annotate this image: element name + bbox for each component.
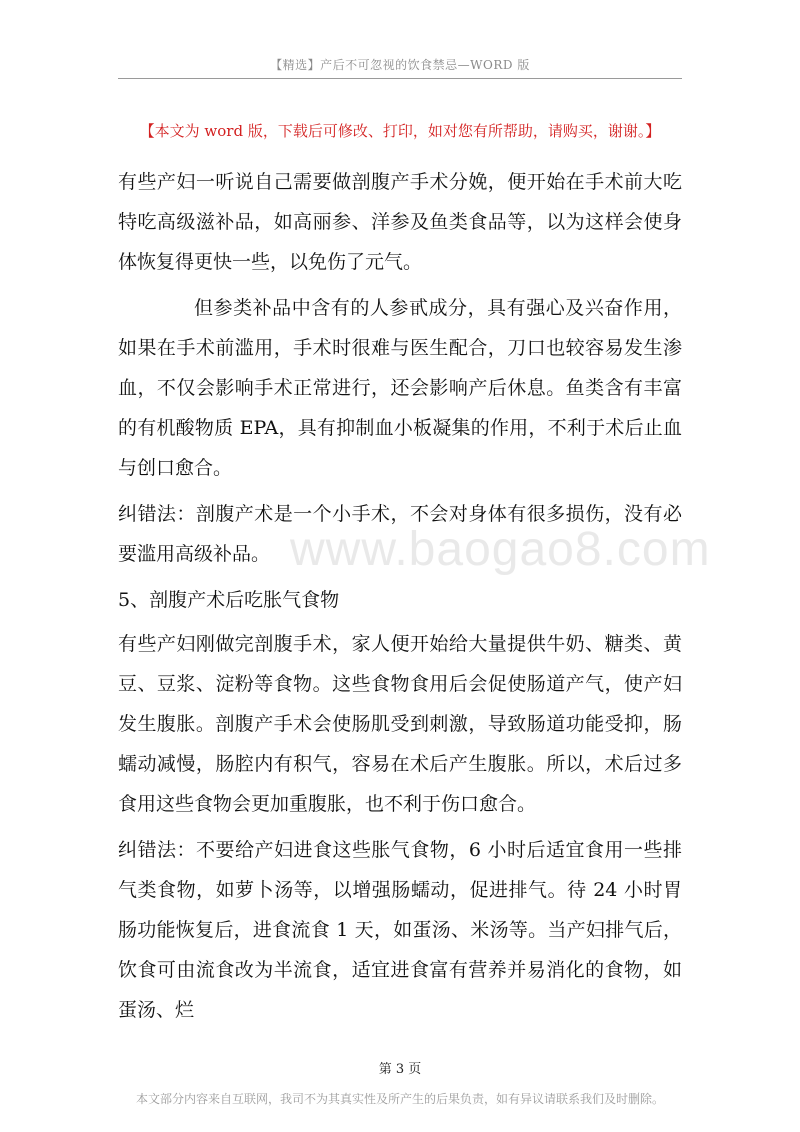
header-divider: [118, 78, 682, 79]
document-body: [118, 162, 682, 1036]
paragraph: 有些产妇刚做完剖腹手术，家人便开始给大量提供牛奶、糖类、黄豆、豆浆、淀粉等食物。这些食物食用后会促使肠道产气，使产妇发生腹胀。剖腹产手术会使肠肌受到刺激，导致肠道功能受抑，肠蠕动减慢，肠腔内有积气，容易在术后产生腹胀。所以，术后过多食用这些食物会更加重腹胀，也不利于伤口愈合。: [118, 633, 682, 815]
paragraph: 纠错法：不要给产妇进食这些胀气食物，6 小时后适宜食用一些排气类食物，如萝卜汤等，以增强肠蠕动，促进排气。待 24 小时胃肠功能恢复后，进食流食 1 天，如蛋汤、米汤等。当产妇排气后，饮食可由流食改为半流食，适宜进食富有营养并易消化的食物，如蛋汤、烂: [118, 839, 682, 1021]
purchase-notice: 【本文为 word 版，下载后可修改、打印，如对您有所帮助，请购买，谢谢。】: [139, 122, 661, 140]
page-number: 第 3 页: [378, 1062, 422, 1077]
watermark: www.baogao8.com: [290, 523, 711, 576]
page-footer-disclaimer: 本文部分内容来自互联网，我司不为其真实性及所产生的后果负责，如有异议请联系我们及时删除。: [135, 1092, 664, 1106]
paragraph: 有些产妇一听说自己需要做剖腹产手术分娩，便开始在手术前大吃特吃高级滋补品，如高丽参、洋参及鱼类食品等，以为这样会使身体恢复得更快一些，以免伤了元气。: [118, 171, 682, 273]
paragraph: 但参类补品中含有的人参甙成分，具有强心及兴奋作用，如果在手术前滥用，手术时很难与医生配合，刀口也较容易发生渗血，不仅会影响手术正常进行，还会影响产后休息。鱼类含有丰富的有机酸物质 EPA，具有抑制血小板凝集的作用，不利于术后止血与创口愈合。: [118, 297, 682, 479]
section-heading: 5、剖腹产术后吃胀气食物: [118, 589, 340, 611]
paragraph: 纠错法：剖腹产术是一个小手术，不会对身体有很多损伤，没有必要滥用高级补品。: [118, 503, 682, 565]
page-header-title: 【精选】产后不可忽视的饮食禁忌—WORD 版: [270, 58, 530, 72]
